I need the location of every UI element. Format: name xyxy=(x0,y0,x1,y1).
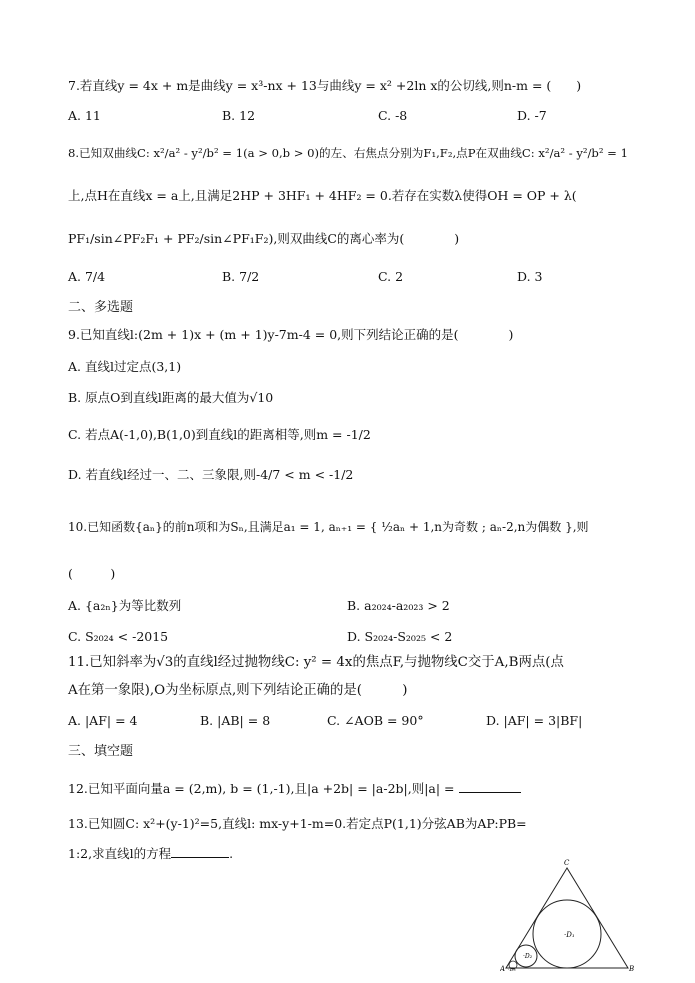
triangle-circles-figure xyxy=(500,858,640,978)
q11-option-a: A. |AF| = 4 xyxy=(68,713,138,728)
q8-option-c: C. 2 xyxy=(378,269,404,284)
label-b: B xyxy=(629,965,635,973)
label-d3: ·D₃ xyxy=(508,967,516,973)
q8-line2: 上,点H在直线x = a上,且满足2HP + 3HF₁ + 4HF₂ = 0.若存在实数λ使得OH = OP + λ( xyxy=(68,188,577,203)
q9-option-c: C. 若点A(-1,0),B(1,0)到直线l的距离相等,则m = -1/2 xyxy=(68,427,371,442)
q8-option-d: D. 3 xyxy=(517,269,543,284)
q8-option-b: B. 7/2 xyxy=(222,269,260,284)
q11-option-d: D. |AF| = 3|BF| xyxy=(486,713,583,728)
q9-option-d: D. 若直线l经过一、二、三象限,则-4/7 < m < -1/2 xyxy=(68,467,354,482)
q10-stem: 10.已知函数{aₙ}的前n项和为Sₙ,且满足a₁ = 1, aₙ₊₁ = { ½aₙ + 1,n为奇数 ; aₙ-2,n为偶数 },则 xyxy=(68,520,589,534)
q9-option-a: A. 直线l过定点(3,1) xyxy=(68,359,182,374)
q7-option-b: B. 12 xyxy=(222,108,256,123)
label-c: C xyxy=(564,859,570,867)
q12-stem xyxy=(68,780,655,798)
q12-stem-text: 12.已知平面向量a = (2,m), b = (1,-1),且|a +2b| = |a-2b|,则|a| = xyxy=(68,781,459,796)
q11-option-b: B. |AB| = 8 xyxy=(200,713,271,728)
label-d1: ·D₁ xyxy=(564,931,575,939)
q10-option-b: B. a₂₀₂₄-a₂₀₂₃ > 2 xyxy=(347,598,450,613)
q13-period: . xyxy=(229,846,234,861)
q8-option-a: A. 7/4 xyxy=(68,269,106,284)
section-multiple-choice-heading: 二、多选题 xyxy=(68,300,134,315)
q13-answer-blank[interactable] xyxy=(171,845,229,858)
q11-line1: 11.已知斜率为√3的直线l经过抛物线C: y² = 4x的焦点F,与抛物线C交于A,B两点(点 xyxy=(68,655,564,670)
q11-line2: A在第一象限),O为坐标原点,则下列结论正确的是( ) xyxy=(68,683,408,698)
q8-line3: PF₁/sin∠PF₂F₁ + PF₂/sin∠PF₁F₂),则双曲线C的离心率为( ) xyxy=(68,231,460,246)
q8-line1: 8.已知双曲线C: x²/a² - y²/b² = 1(a > 0,b > 0)的左、右焦点分别为F₁,F₂,点P在双曲线C: x²/a² - y²/b² = 1 xyxy=(68,146,628,160)
section-fill-blank-heading: 三、填空题 xyxy=(68,744,134,759)
q7-option-d: D. -7 xyxy=(517,108,547,123)
q10-option-c: C. S₂₀₂₄ < -2015 xyxy=(68,629,169,644)
q13-line1: 13.已知圆C: x²+(y-1)²=5,直线l: mx-y+1-m=0.若定点P(1,1)分弦AB为AP:PB= xyxy=(68,816,527,831)
q10-option-d: D. S₂₀₂₄-S₂₀₂₅ < 2 xyxy=(347,629,453,644)
q12-answer-blank[interactable] xyxy=(459,780,521,793)
q7-option-a: A. 11 xyxy=(68,108,101,123)
q9-stem: 9.已知直线l:(2m + 1)x + (m + 1)y-7m-4 = 0,则下列结论正确的是( ) xyxy=(68,327,514,342)
q9-option-b: B. 原点O到直线l距离的最大值为√10 xyxy=(68,390,274,405)
q10-paren: ( ) xyxy=(68,566,116,581)
q13-line2-text: 1:2,求直线l的方程 xyxy=(68,846,172,861)
label-d2: ·D₂ xyxy=(523,953,533,960)
q7-stem: 7.若直线y = 4x + m是曲线y = x³-nx + 13与曲线y = x² +2ln x的公切线,则n-m = ( ) xyxy=(68,78,582,93)
q10-option-a: A. {a₂ₙ}为等比数列 xyxy=(68,598,182,613)
label-a: A xyxy=(500,965,506,973)
q11-option-c: C. ∠AOB = 90° xyxy=(327,713,424,728)
q7-option-c: C. -8 xyxy=(378,108,408,123)
